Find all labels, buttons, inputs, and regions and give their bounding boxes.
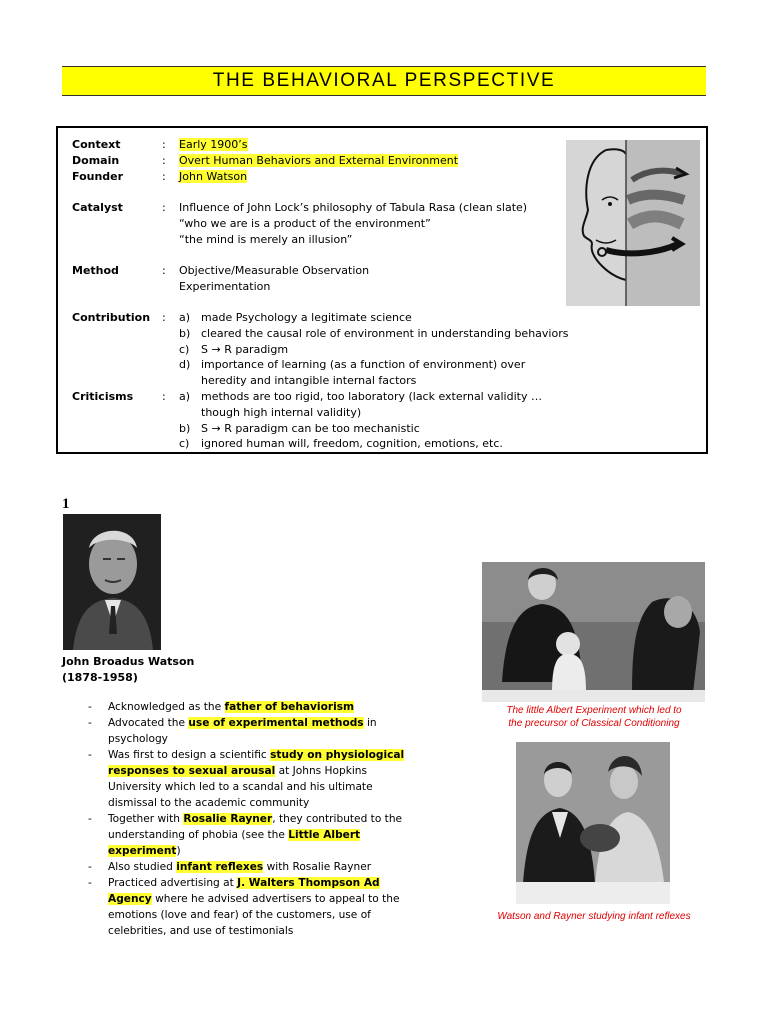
page-title [62,66,706,96]
context-label: Context [72,138,121,151]
infant-reflexes-caption: Watson and Rayner studying infant reflexes [497,911,691,922]
criticism-item: b) S → R paradigm can be too mechanistic [179,421,420,435]
criticism-item: a) methods are too rigid, too laboratory (lack external validity … [179,390,542,403]
infant-reflexes-photo [516,742,670,904]
highlight: use of experimental methods [188,717,364,729]
colon: : [162,138,166,151]
face-sketch-icon [566,140,700,306]
catalyst-label: Catalyst [72,201,123,214]
list-item: - Together with Rosalie Rayner, they contributed to the understanding of phobia (see the Little Albert experiment) [88,813,403,857]
contribution-item: a) made Psychology a legitimate science [179,311,412,324]
list-item: - Acknowledged as the father of behaviorism [88,701,355,713]
criticism-item-continued: though high internal validity) [201,405,362,419]
watson-name: John Broadus Watson [62,655,195,668]
contribution-item: d) importance of learning (as a function of environment) over [179,358,526,372]
little-albert-caption: The little Albert Experiment which led to the precursor of Classical Conditioning [506,705,682,729]
catalyst-line: “the mind is merely an illusion” [179,232,353,246]
highlight: father of behaviorism [224,701,355,713]
highlight: Rosalie Rayner [183,813,273,825]
list-item: - Advocated the use of experimental methods in psychology [88,717,377,745]
contribution-label: Contribution [72,311,151,324]
watson-caption [62,654,194,686]
photo-icon [482,562,705,702]
catalyst-line: Influence of John Lock’s philosophy of Tabula Rasa (clean slate) [179,201,528,214]
method-line: Objective/Measurable Observation [179,264,370,277]
criticism-item: c) ignored human will, freedom, cognition, emotions, etc. [179,437,503,451]
face-sketch-image [566,140,700,306]
domain-value: Overt Human Behaviors and External Environment [179,154,459,167]
colon: : [162,154,166,167]
context-value: Early 1900’s [179,138,248,151]
method-label: Method [72,264,119,277]
section-number: 1 [62,496,70,512]
watson-years: (1878-1958) [62,671,138,684]
list-item: - Also studied infant reflexes with Rosalie Rayner [88,861,372,873]
colon: : [162,201,166,214]
colon: : [162,264,166,277]
contribution-item: c) S → R paradigm [179,342,289,356]
catalyst-line: “who we are is a product of the environment” [179,216,431,230]
colon: : [162,311,166,324]
method-line: Experimentation [179,279,271,293]
page-title-text: THE BEHAVIORAL PERSPECTIVE [212,70,556,91]
photo-icon [516,742,670,904]
criticisms-label: Criticisms [72,390,134,403]
little-albert-photo [482,562,705,702]
list-item: - Practiced advertising at J. Walters Thompson Ad Agency where he advised advertisers to appeal to the emotions (love and fear) of the customers, use of celebrities, and use of testimonials [88,877,400,937]
founder-value: John Watson [179,170,248,183]
portrait-icon [63,514,161,650]
contribution-item-continued: heredity and intangible internal factors [201,374,417,388]
highlight: infant reflexes [176,861,264,873]
achievements-list [88,699,408,939]
founder-label: Founder [72,170,124,183]
highlight: Little Albert experiment [108,829,361,857]
list-item: - Was first to design a scientific study on physiological responses to sexual arousal at Johns Hopkins University which led to a scandal and his ultimate dismissal to the academic community [88,749,405,809]
colon: : [162,170,166,183]
watson-portrait-image [63,514,161,650]
colon: : [162,390,166,403]
highlight: study on physiological responses to sexual arousal [108,749,405,777]
domain-label: Domain [72,154,120,167]
contribution-item: b) cleared the causal role of environment in understanding behaviors [179,326,569,340]
summary-box [56,126,708,454]
highlight: J. Walters Thompson Ad Agency [108,877,380,905]
